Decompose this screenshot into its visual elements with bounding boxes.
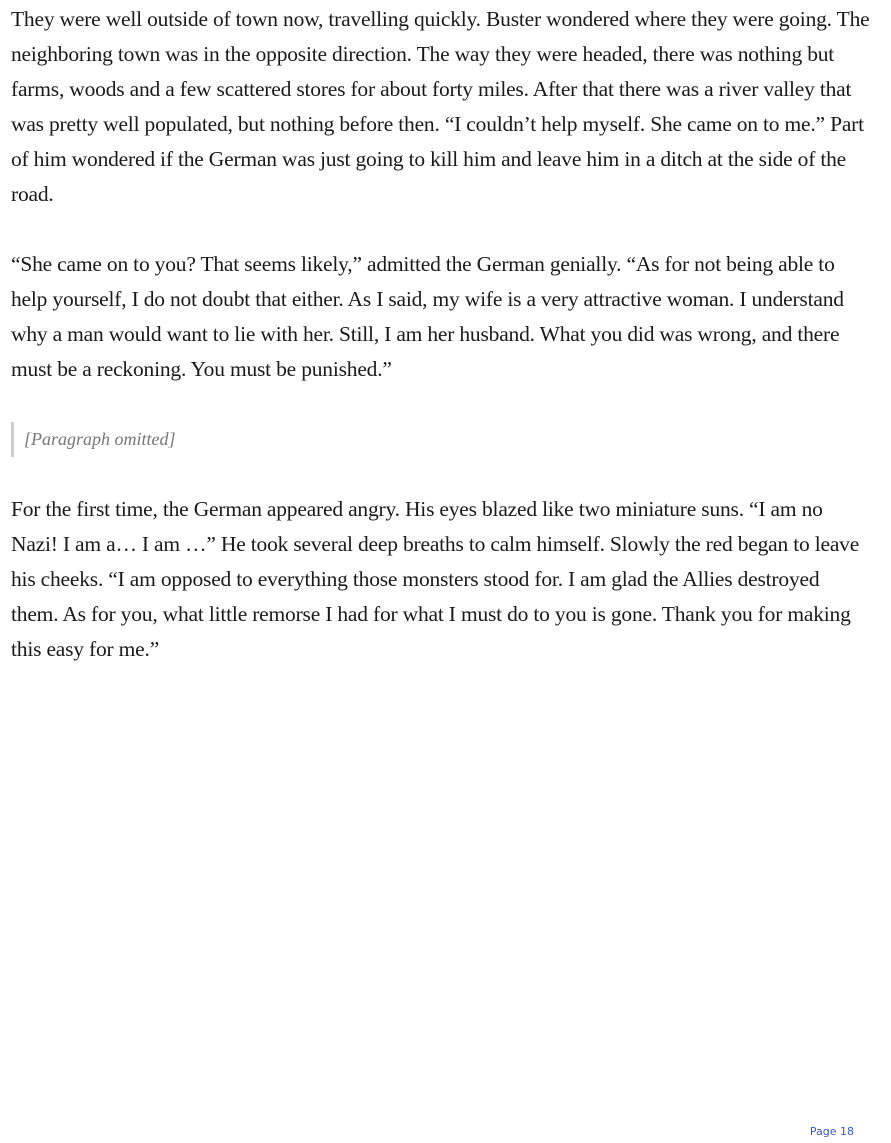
paragraph-4: For the first time, the German appeared angry. His eyes blazed like two miniature suns. “I am no Nazi! I am a… I am …” He took several deep breaths to calm himself. Slowly the red began to leave his cheeks. “I am opposed to everything those monsters stood for. I am glad the Allies destroyed them. As for you, what little remorse I had for what I must do to you is gone. Thank you for making this easy for me.”	[11, 497, 860, 661]
page-body	[11, 2, 871, 702]
page-number: Page 18	[809, 1125, 854, 1138]
paragraph-1: They were well outside of town now, travelling quickly. Buster wondered where they were going. The neighboring town was in the opposite direction. The way they were headed, there was nothing but farms, woods and a few scattered stores for about forty miles. After that there was a river valley that was pretty well populated, but nothing before then. “I couldn’t help myself. She came on to me.” Part of him wondered if the German was just going to kill him and leave him in a ditch at the side of the road.	[11, 7, 870, 206]
paragraph-3-omitted: [Paragraph omitted]	[11, 422, 871, 457]
paragraph-2: “She came on to you? That seems likely,” admitted the German genially. “As for not being able to help yourself, I do not doubt that either. As I said, my wife is a very attractive woman. I understand why a man would want to lie with her. Still, I am her husband. What you did was wrong, and there must be a reckoning. You must be punished.”	[11, 252, 844, 381]
